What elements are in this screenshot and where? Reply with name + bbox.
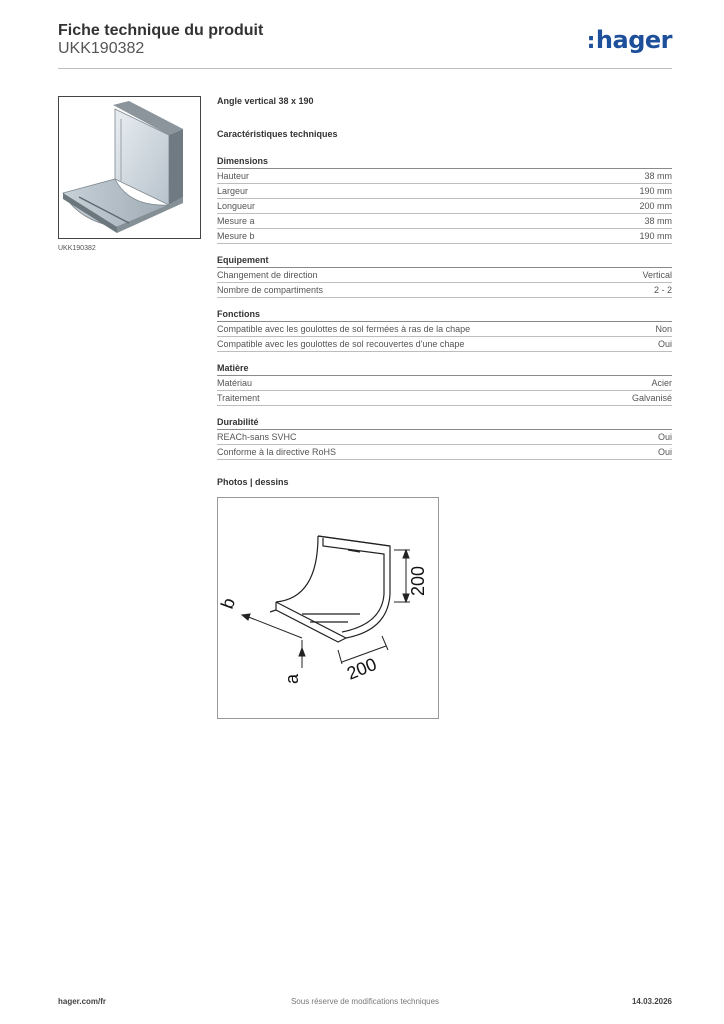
spec-label: REACh-sans SVHC <box>217 432 297 442</box>
spec-label: Compatible avec les goulottes de sol fermées à ras de la chape <box>217 324 471 334</box>
spec-value: Oui <box>657 432 672 442</box>
spec-label: Traitement <box>217 393 260 403</box>
spec-row <box>217 268 672 283</box>
spec-value: Oui <box>657 339 672 349</box>
product-photo-caption: UKK190382 <box>58 245 96 252</box>
tech-characteristics-heading: Caractéristiques techniques <box>217 129 338 139</box>
footer-site-link[interactable]: hager.com/fr <box>58 997 107 1006</box>
document-title: Fiche technique du produit <box>58 22 264 39</box>
spec-row <box>217 229 672 244</box>
spec-label: Conforme à la directive RoHS <box>217 447 337 457</box>
drawing-b-label: b <box>218 595 240 612</box>
spec-value: 190 mm <box>639 186 672 196</box>
spec-label: Compatible avec les goulottes de sol recouvertes d'une chape <box>217 339 465 349</box>
drawing-height-label: 200 <box>408 565 428 596</box>
drawing-length-label: 200 <box>344 653 380 684</box>
spec-label: Nombre de compartiments <box>217 285 324 295</box>
product-reference: UKK190382 <box>58 40 145 57</box>
spec-value: Acier <box>651 378 672 388</box>
spec-value: Non <box>655 324 672 334</box>
section-equipement <box>217 254 672 298</box>
technical-drawing <box>217 497 439 719</box>
spec-label: Largeur <box>217 186 249 196</box>
spec-value: 38 mm <box>644 171 672 181</box>
spec-row <box>217 283 672 298</box>
spec-value: Galvanisé <box>631 393 672 403</box>
spec-label: Changement de direction <box>217 270 318 280</box>
photos-drawings-title: Photos | dessins <box>217 477 289 487</box>
product-photo <box>58 96 201 239</box>
spec-row <box>217 184 672 199</box>
logo-dots-icon: : <box>586 29 595 54</box>
spec-row <box>217 391 672 406</box>
spec-value: 2 - 2 <box>653 285 672 295</box>
spec-label: Mesure b <box>217 231 255 241</box>
footer-date: 14.03.2026 <box>631 997 672 1006</box>
section-title: Matière <box>217 362 672 376</box>
spec-label: Longueur <box>217 201 256 211</box>
section-title: Fonctions <box>217 308 672 322</box>
spec-value: 200 mm <box>639 201 672 211</box>
section-dimensions <box>217 155 672 244</box>
spec-value: Oui <box>657 447 672 457</box>
footer-notice: Sous réserve de modifications techniques <box>290 997 440 1006</box>
spec-row <box>217 445 672 460</box>
spec-row <box>217 199 672 214</box>
section-durabilite <box>217 416 672 460</box>
product-name: Angle vertical 38 x 190 <box>217 96 314 106</box>
spec-row <box>217 430 672 445</box>
spec-row <box>217 376 672 391</box>
section-matiere <box>217 362 672 406</box>
spec-value: 190 mm <box>639 231 672 241</box>
section-fonctions <box>217 308 672 352</box>
logo-text: hager <box>595 26 672 54</box>
section-title: Dimensions <box>217 155 672 169</box>
drawing-a-label: a <box>282 673 302 684</box>
spec-label: Mesure a <box>217 216 255 226</box>
section-title: Durabilité <box>217 416 672 430</box>
spec-value: 38 mm <box>644 216 672 226</box>
spec-row <box>217 337 672 352</box>
spec-label: Hauteur <box>217 171 250 181</box>
spec-value: Vertical <box>642 270 672 280</box>
spec-label: Matériau <box>217 378 253 388</box>
product-photo-image <box>59 97 200 238</box>
section-title: Equipement <box>217 254 672 268</box>
spec-row <box>217 169 672 184</box>
spec-row <box>217 214 672 229</box>
page-header <box>58 20 672 69</box>
spec-row <box>217 322 672 337</box>
spec-content <box>217 96 672 460</box>
hager-logo <box>587 26 672 54</box>
technical-drawing-image <box>218 498 438 718</box>
